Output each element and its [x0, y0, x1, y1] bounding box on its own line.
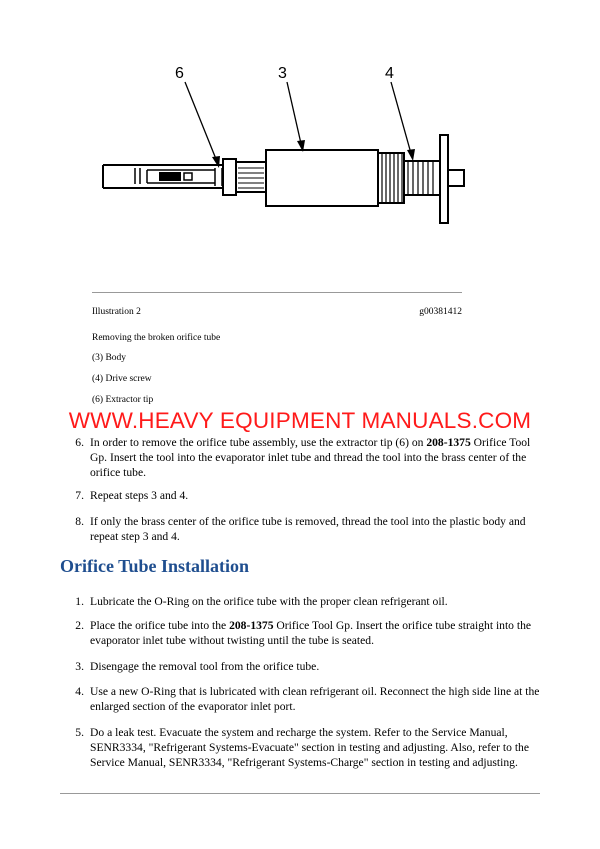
- step-number: 3.: [75, 660, 84, 673]
- step-item: [62, 725, 547, 770]
- step-number: 8.: [75, 515, 84, 528]
- step-number: 5.: [75, 726, 84, 739]
- step-text: Lubricate the O-Ring on the orifice tube with the proper clean refrigerant oil.: [90, 595, 448, 608]
- step-number: 4.: [75, 685, 84, 698]
- step-text: Repeat steps 3 and 4.: [90, 489, 189, 502]
- section-heading: Orifice Tube Installation: [60, 556, 250, 576]
- step-text: Do a leak test. Evacuate the system and recharge the system. Refer to the Service Manual, SENR3334, "Refrigerant Systems-Evacuate" section in testing and adjusting. Also, refer to the Service Manual, SENR3334, "Refrigerant Systems-Charge" section in testing and adjusting.: [90, 726, 529, 769]
- callout-3: 3: [278, 65, 287, 82]
- footer-divider: [60, 793, 540, 794]
- step-item: [62, 514, 547, 544]
- step-number: 7.: [75, 489, 84, 502]
- step-number: 6.: [75, 436, 84, 449]
- orifice-tool-illustration: [95, 60, 475, 295]
- step-item: [62, 488, 547, 503]
- step-item: [62, 618, 547, 648]
- step-text: In order to remove the orifice tube assembly, use the extractor tip (6) on 208-1375 Orifice Tool Gp. Insert the tool into the evaporator inlet tube and thread the tool into the brass center of the orifice tube.: [90, 436, 531, 479]
- caption-divider: [92, 292, 462, 293]
- caption-item: (4) Drive screw: [92, 374, 152, 384]
- caption-item: (6) Extractor tip: [92, 395, 154, 405]
- illustration-code: g00381412: [419, 307, 462, 317]
- step-text: Use a new O-Ring that is lubricated with clean refrigerant oil. Reconnect the high side line at the enlarged section of the evaporator inlet port.: [90, 685, 540, 713]
- caption-item: (3) Body: [92, 353, 127, 363]
- step-item: [62, 659, 547, 674]
- part-number: 208-1375: [426, 436, 471, 449]
- step-number: 2.: [75, 619, 84, 632]
- step-number: 1.: [75, 595, 84, 608]
- step-item: [62, 594, 547, 609]
- illustration-description: Removing the broken orifice tube: [92, 333, 221, 343]
- callout-4: 4: [385, 65, 394, 82]
- step-item: [62, 684, 547, 714]
- callout-6: 6: [175, 65, 184, 82]
- step-text: If only the brass center of the orifice tube is removed, thread the tool into the plastic body and repeat step 3 and 4.: [90, 515, 526, 543]
- step-text: Disengage the removal tool from the orifice tube.: [90, 660, 320, 673]
- step-item: [62, 435, 547, 480]
- watermark-text: WWW.HEAVY EQUIPMENT MANUALS.COM: [68, 408, 532, 433]
- part-number: 208-1375: [229, 619, 274, 632]
- illustration-label: Illustration 2: [92, 307, 141, 317]
- step-text: Place the orifice tube into the 208-1375 Orifice Tool Gp. Insert the orifice tube straight into the evaporator inlet tube without twisting until the tube is seated.: [90, 619, 532, 647]
